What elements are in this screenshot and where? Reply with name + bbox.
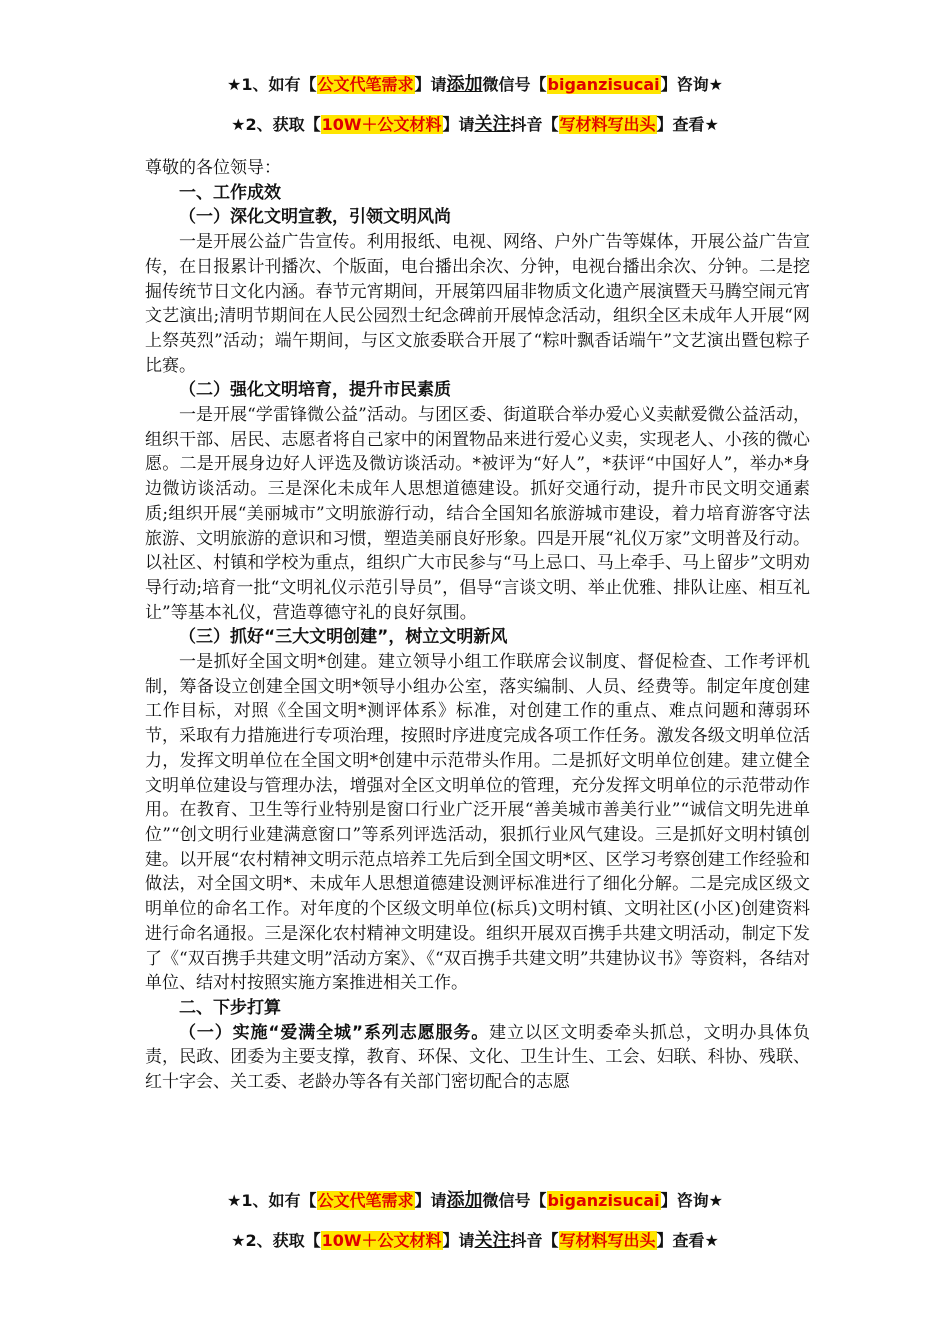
banner-text: ★2、获取【 [231,115,321,134]
promo-banner-bottom-2 [0,1226,950,1252]
banner-text: 抖音【 [510,115,559,134]
banner-text: 】请 [442,1231,475,1250]
banner-wechat-id: biganzisucai [547,75,660,94]
banner-emphasis: 添加 [446,1190,483,1211]
banner-highlight: 公文代笔需求 [317,75,414,94]
paragraph: 一是开展公益广告宣传。利用报纸、电视、网络、户外广告等媒体，开展公益广告宣传，在日报累计刊播次、个版面，电台播出余次、分钟，电视台播出余次、分钟。二是挖掘传统节日文化内涵。春节元宵期间，开展第四届非物质文化遗产展演暨天马腾空闹元宵文艺演出;清明节期间在人民公园烈士纪念碑前开展悼念活动，组织全区未成年人开展“网上祭英烈”活动；端午期间，与区文旅委联合开展了“粽叶飘香话端午”文艺演出暨包粽子比赛。 [145,232,810,376]
subsection-heading: （一）深化文明宣教，引领文明风尚 [179,207,451,228]
paragraph-text: 建立以区文明委牵头抓总，文明办具体负责，民政、团委为主要支撑，教育、环保、文化、卫生计生、工会、妇联、科协、残联、红十字会、关工委、老龄办等各有关部门密切配合的志愿 [145,1022,810,1093]
paragraph [145,1021,810,1095]
banner-text: 】查看★ [656,1231,719,1250]
inline-heading: （一）实施“爱满全城”系列志愿服务。 [179,1022,490,1043]
promo-banner-top-1 [0,70,950,96]
banner-wechat-id: biganzisucai [547,1191,660,1210]
banner-text: 微信号【 [482,1191,547,1210]
banner-emphasis: 添加 [446,74,483,95]
banner-text: 】咨询★ [660,75,723,94]
section-heading: 一、工作成效 [179,182,281,203]
banner-highlight: 10W＋公文材料 [321,115,442,134]
banner-text: ★1、如有【 [227,75,317,94]
banner-text: 】请 [414,1191,447,1210]
paragraph: 一是抓好全国文明*创建。建立领导小组工作联席会议制度、督促检查、工作考评机制，筹备设立创建全国文明*领导小组办公室，落实编制、人员、经费等。制定年度创建工作目标，对照《全国文明*测评体系》标准，对创建工作的重点、难点问题和薄弱环节，采取有力措施进行专项治理，按照时序进度完成各项工作任务。激发各级文明单位活力，发挥文明单位在全国文明*创建中示范带头作用。二是抓好文明单位创建。建立健全文明单位建设与管理办法，增强对全区文明单位的管理，充分发挥文明单位的示范带动作用。在教育、卫生等行业特别是窗口行业广泛开展“善美城市善美行业”“诚信文明先进单位”“创文明行业建满意窗口”等系列评选活动，狠抓行业风气建设。三是抓好文明村镇创建。以开展“农村精神文明示范点培养工先后到全国文明*区、区学习考察创建工作经验和做法，对全国文明*、未成年人思想道德建设测评标准进行了细化分解。二是完成区级文明单位的命名工作。对年度的个区级文明单位(标兵)文明村镇、文明社区(小区)创建资料进行命名通报。三是深化农村精神文明建设。组织开展双百携手共建文明活动，制定下发了《“双百携手共建文明”活动方案》、《“双百携手共建文明”共建协议书》等资料，各结对单位、结对村按照实施方案推进相关工作。 [145,652,810,994]
banner-emphasis: 关注 [474,114,511,135]
banner-text: 微信号【 [482,75,547,94]
banner-text: 】请 [414,75,447,94]
banner-douyin-id: 写材料写出头 [559,1231,656,1250]
paragraph: 一是开展“学雷锋微公益”活动。与团区委、街道联合举办爱心义卖献爱微公益活动，组织干部、居民、志愿者将自己家中的闲置物品来进行爱心义卖，实现老人、小孩的微心愿。二是开展身边好人评选及微访谈活动。*被评为“好人”，*获评“中国好人”，举办*身边微访谈活动。三是深化未成年人思想道德建设。抓好交通行动，提升市民文明交通素质;组织开展“美丽城市”文明旅游行动，结合全国知名旅游城市建设，着力培育游客守法旅游、文明旅游的意识和习惯，塑造美丽良好形象。四是开展“礼仪万家”文明普及行动。以社区、村镇和学校为重点，组织广大市民参与“马上忌口、马上牵手、马上留步”文明劝导行动;培育一批“文明礼仪示范引导员”，倡导“言谈文明、举止优雅、排队让座、相互礼让”等基本礼仪，营造尊德守礼的良好氛围。 [145,405,810,623]
banner-highlight: 公文代笔需求 [317,1191,414,1210]
banner-text: ★1、如有【 [227,1191,317,1210]
banner-highlight: 10W＋公文材料 [321,1231,442,1250]
banner-douyin-id: 写材料写出头 [559,115,656,134]
banner-text: 】咨询★ [660,1191,723,1210]
subsection-heading: （三）抓好“三大文明创建”，树立文明新风 [179,627,508,648]
subsection-heading: （二）强化文明培育，提升市民素质 [179,380,451,401]
section-heading: 二、下步打算 [179,997,281,1018]
banner-text: ★2、获取【 [231,1231,321,1250]
document-body [145,156,810,1095]
banner-text: 抖音【 [510,1231,559,1250]
promo-banner-bottom-1 [0,1186,950,1212]
banner-text: 】请 [442,115,475,134]
promo-banner-top-2 [0,110,950,136]
banner-emphasis: 关注 [474,1230,511,1251]
banner-text: 】查看★ [656,115,719,134]
salutation: 尊敬的各位领导： [145,158,281,178]
